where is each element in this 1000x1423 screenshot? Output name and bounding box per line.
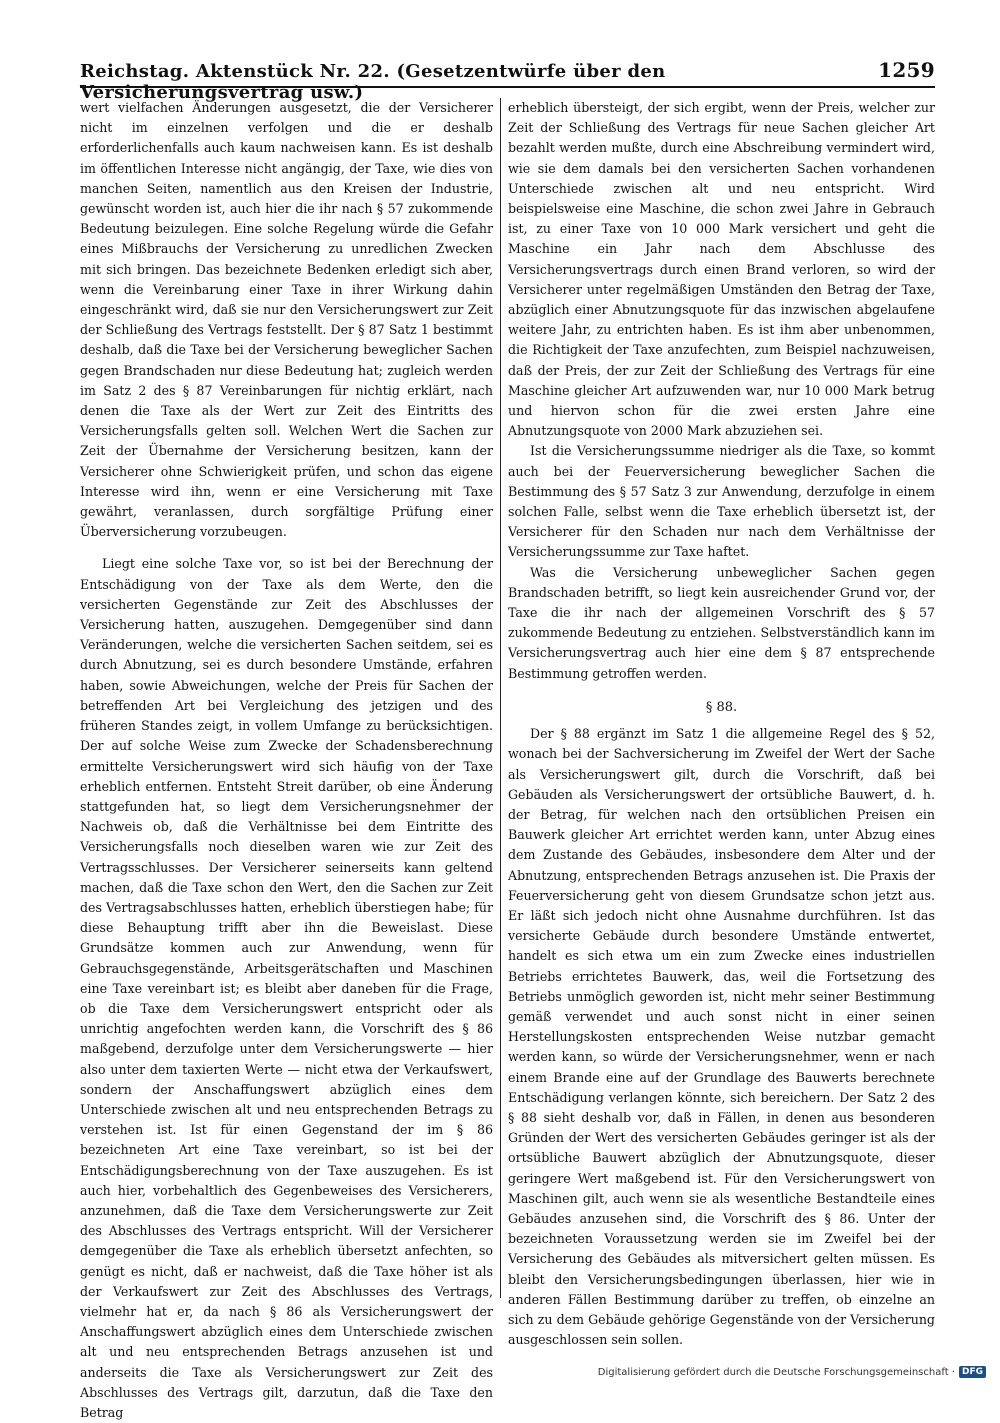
- page-header-title: Reichstag. Aktenstück Nr. 22. (Gesetzentwürfe über den Versicherungsvertrag usw.): [80, 61, 666, 103]
- header-rule: [80, 86, 935, 88]
- dfg-logo: DFG: [959, 1366, 986, 1378]
- page-header: [80, 58, 935, 103]
- right-column: [508, 98, 935, 1350]
- page-number: 1259: [878, 58, 935, 82]
- paragraph: Was die Versicherung unbeweglicher Sachen gegen Brandschaden betrifft, so liegt kein ausreichender Grund vor, der Taxe die ihr nach der allgemeinen Vorschrift des § 57 zukommende Bedeutung zu entziehen. Selbstverständlich kann im Versicherungsvertrag auch hier eine dem § 87 entsprechende Bestimmung getroffen werden.: [508, 564, 935, 681]
- paragraph: wert vielfachen Änderungen ausgesetzt, die der Versicherer nicht im einzelnen verfolgen und die er deshalb erforderlichenfalls auch kaum nachweisen kann. Es ist deshalb im öffentlichen Interesse nicht angängig, der Taxe, wie dies von manchen Seiten, namentlich aus den Kreisen der Industrie, gewünscht worden ist, auch hier die ihr nach § 57 zukommende Bedeutung beizulegen. Eine solche Regelung würde die Gefahr eines Mißbrauchs der Versicherung zu unredlichen Zwecken mit sich bringen. Das bezeichnete Bedenken erledigt sich aber, wenn die Vereinbarung einer Taxe in ihrer Wirkung dahin eingeschränkt wird, daß sie nur den Versicherungswert zur Zeit der Schließung des Vertrags feststellt. Der § 87 Satz 1 bestimmt deshalb, daß die Taxe bei der Versicherung beweglicher Sachen gegen Brandschaden nur diese Bedeutung hat; zugleich werden im Satz 2 des § 87 Vereinbarungen für nichtig erklärt, nach denen die Taxe als der Wert zur Zeit des Eintritts des Versicherungsfalls gelten soll. Welchen Wert die Sachen zur Zeit der Übernahme der Versicherung besitzen, kann der Versicherer ohne Schwierigkeit prüfen, und schon das eigene Interesse wird ihn, wenn er eine Versicherung mit Taxe gewährt, veranlassen, durch sorgfältige Prüfung einer Überversicherung vorzubeugen.: [80, 100, 493, 540]
- paragraph: Ist die Versicherungssumme niedriger als die Taxe, so kommt auch bei der Feuerversicherung beweglicher Sachen die Bestimmung des § 57 Satz 3 zur Anwendung, derzufolge in einem solchen Falle, selbst wenn die Taxe erheblich übersetzt ist, der Versicherer für den Schaden nur nach dem Verhältnisse der Versicherungssumme zur Taxe haftet.: [508, 443, 935, 560]
- section-heading: § 88.: [705, 699, 738, 715]
- footer-text: Digitalisierung gefördert durch die Deutsche Forschungsgemeinschaft ·: [597, 1366, 955, 1378]
- left-column: [80, 98, 493, 1423]
- paragraph: Liegt eine solche Taxe vor, so ist bei der Berechnung der Entschädigung von der Taxe als dem Werte, den die versicherten Gegenstände zur Zeit des Abschlusses der Versicherung hatten, auszugehen. Demgegenüber sind dann Veränderungen, welche die versicherten Sachen seitdem, sei es durch Abnutzung, sei es durch besondere Umstände, erfahren haben, sowie Abweichungen, welche der Preis für Sachen der betreffenden Art bei Vergleichung des jetzigen und des früheren Standes zeigt, in vollem Umfange zu berücksichtigen. Der auf solche Weise zum Zwecke der Schadensberechnung ermittelte Versicherungswert wird sich häufig von der Taxe erheblich entfernen. Entsteht Streit darüber, ob eine Änderung stattgefunden hat, so liegt dem Versicherungsnehmer der Nachweis ob, daß die Verhältnisse bei dem Eintritte des Versicherungsfalls noch dieselben waren wie zur Zeit des Vertragsschlusses. Der Versicherer seinerseits kann geltend machen, daß die Taxe schon den Wert, den die Sachen zur Zeit des Vertragsabschlusses hatten, erheblich überstiegen habe; für diese Behauptung trifft aber ihn die Beweislast. Diese Grundsätze kommen auch zur Anwendung, wenn für Gebrauchsgegenstände, Arbeitsgerätschaften und Maschinen eine Taxe vereinbart ist; es bleibt aber daneben für die Frage, ob die Taxe dem Versicherungswert entspricht oder als unrichtig angefochten werden kann, die Vorschrift des § 86 maßgebend, derzufolge unter dem Versicherungswerte — hier also unter dem taxierten Werte — nicht etwa der Verkaufswert, sondern der Anschaffungswert abzüglich eines dem Unterschiede zwischen alt und neu entsprechenden Betrags zu verstehen ist. Ist für einen Gegenstand der im § 86 bezeichneten Art eine Taxe vereinbart, so ist bei der Entschädigungsberechnung von der Taxe auszugehen. Es ist auch hier, vorbehaltlich des Gegenbeweises des Versicherers, anzunehmen, daß die Taxe dem Versicherungswerte zur Zeit des Abschlusses des Vertrags entspricht. Will der Versicherer demgegenüber die Taxe als erheblich übersetzt anfechten, so genügt es nicht, daß er nachweist, daß die Taxe höher ist als der Verkaufswert zur Zeit des Abschlusses des Vertrags, vielmehr hat er, da nach § 86 als Versicherungswert der Anschaffungswert abzüglich eines dem Unterschiede zwischen alt und neu entsprechenden Betrags anzusehen ist und anderseits die Taxe als Versicherungswert zur Zeit des Abschlusses des Vertrags gilt, darzutun, daß die Taxe den Betrag: [80, 556, 493, 1420]
- paragraph: erheblich übersteigt, der sich ergibt, wenn der Preis, welcher zur Zeit der Schließung des Vertrags für neue Sachen gleicher Art bezahlt werden mußte, durch eine Abschreibung vermindert wird, wie sie dem damals bei den versicherten Sachen vorhandenen Unterschiede zwischen alt und neu entspricht. Wird beispielsweise eine Maschine, die schon zwei Jahre in Gebrauch ist, zu einer Taxe von 10 000 Mark versichert und geht die Maschine ein Jahr nach dem Abschlusse des Versicherungsvertrags durch einen Brand verloren, so wird der Versicherer unter regelmäßigen Umständen den Betrag der Taxe, abzüglich einer Abnutzungsquote für das inzwischen abgelaufene weitere Jahr, zu entrichten haben. Es ist ihm aber unbenommen, die Richtigkeit der Taxe anzufechten, zum Beispiel nachzuweisen, daß der Preis, der zur Zeit der Schließung des Vertrags für eine Maschine gleicher Art aufzuwenden war, nur 10 000 Mark betrug und hiervon schon für die zwei ersten Jahre eine Abnutzungsquote von 2000 Mark abzuziehen sei.: [508, 100, 935, 439]
- footer: [598, 1366, 986, 1378]
- column-divider: [500, 98, 501, 1298]
- paragraph: Der § 88 ergänzt im Satz 1 die allgemeine Regel des § 52, wonach bei der Sachversicherung im Zweifel der Wert der Sache als Versicherungswert gilt, durch die Vorschrift, daß bei Gebäuden als Versicherungswert der ortsübliche Bauwert, d. h. der Betrag, für welchen nach den ortsüblichen Preisen ein Bauwerk gleicher Art errichtet werden kann, unter Abzug eines dem Zustande des Gebäudes, insbesondere dem Alter und der Abnutzung, entsprechenden Betrags anzusehen ist. Die Praxis der Feuerversicherung geht von diesem Grundsatze schon jetzt aus. Er läßt sich jedoch nicht ohne Ausnahme durchführen. Ist das versicherte Gebäude durch besondere Umstände entwertet, handelt es sich etwa um ein zum Zwecke eines industriellen Betriebs errichtetes Bauwerk, das, weil die Fortsetzung des Betriebs unmöglich geworden ist, nicht mehr seiner Bestimmung gemäß verwendet und auch sonst nicht in einer seinen Herstellungskosten entsprechenden Weise nutzbar gemacht werden kann, so würde der Versicherungsnehmer, wenn er nach einem Brande eine auf der Grundlage des Bauwerts berechnete Entschädigung verlangen könnte, sich bereichern. Der Satz 2 des § 88 sieht deshalb vor, daß in Fällen, in denen aus besonderen Gründen der Wert des versicherten Gebäudes geringer ist als der ortsübliche Bauwert abzüglich der Abnutzungsquote, dieser geringere Wert maßgebend ist. Für den Versicherungswert von Maschinen gilt, auch wenn sie als wesentliche Bestandteile eines Gebäudes anzusehen sind, die Vorschrift des § 86. Unter der bezeichneten Voraussetzung werden sie im Zweifel bei der Versicherung des Gebäudes als mitversichert gelten müssen. Es bleibt den Versicherungsbedingungen überlassen, hier wie in anderen Fällen Bestimmung darüber zu treffen, ob einzelne an sich zu dem Gebäude gehörige Gegenstände von der Versicherung ausgeschlossen sein sollen.: [508, 726, 935, 1348]
